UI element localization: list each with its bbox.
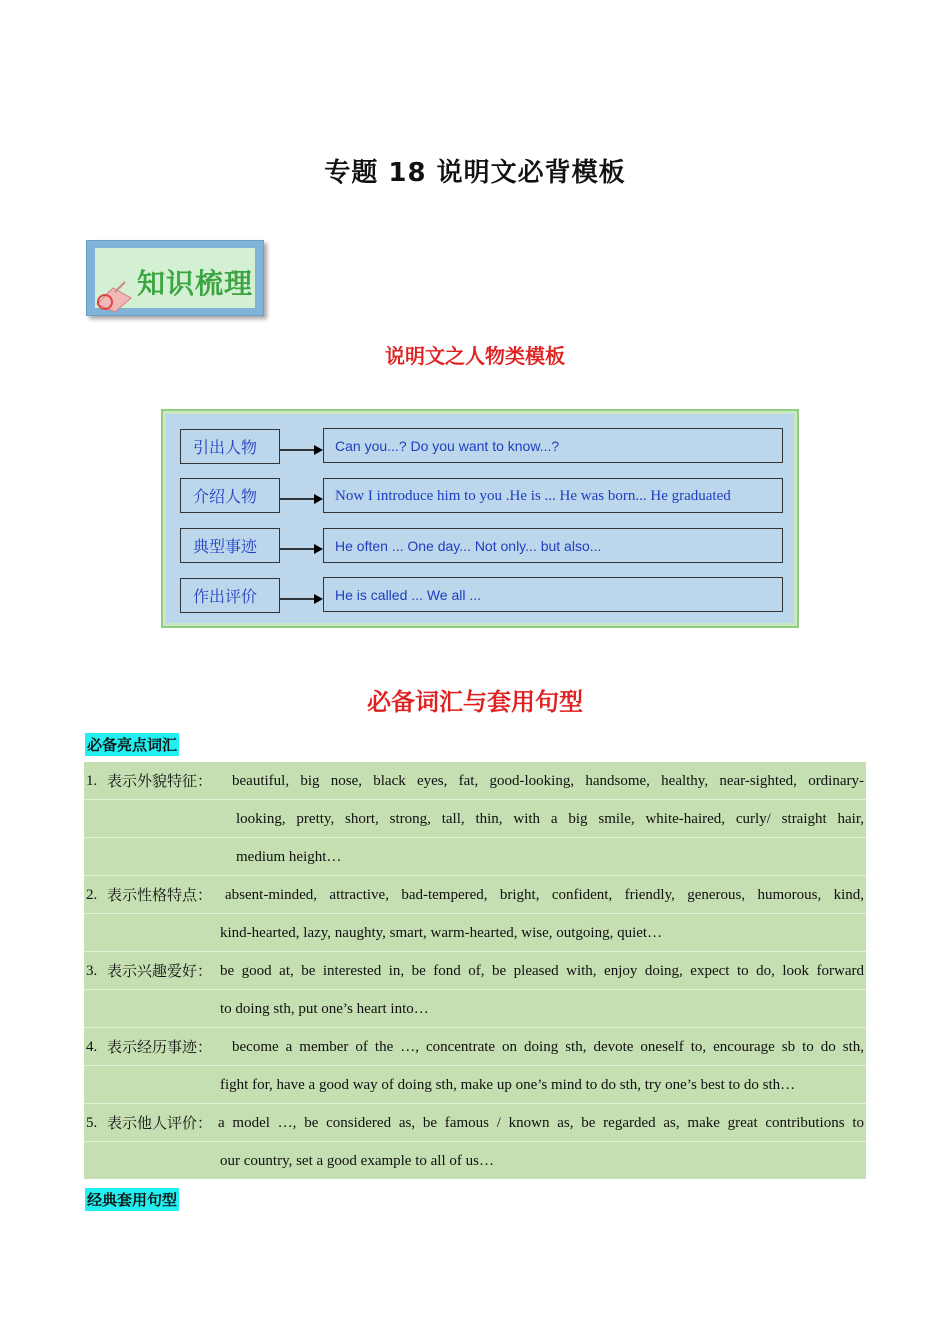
vocab-line: our country, set a good example to all of us… — [220, 1153, 494, 1169]
vocab-number: 3. — [86, 963, 98, 979]
vocab-heading: 必备亮点词汇 — [85, 733, 179, 756]
vocab-line: to doing sth, put one’s heart into… — [220, 1001, 429, 1017]
vocab-line: a model …, be considered as, be famous / known as, be regarded as, make great contributions to — [218, 1115, 864, 1131]
diagram-label: 典型事迹 — [180, 528, 280, 563]
diagram-content: He is called ... We all ... — [323, 577, 783, 612]
arrow-icon — [280, 593, 324, 605]
page-title: 专题 18 说明文必背模板 — [324, 158, 626, 188]
section-heading-vocab: 必备词汇与套用句型 — [367, 688, 583, 716]
arrow-icon — [280, 444, 324, 456]
sentences-heading: 经典套用句型 — [85, 1188, 179, 1211]
vocab-number: 2. — [86, 887, 98, 903]
diagram-label: 作出评价 — [180, 578, 280, 613]
vocab-line: beautiful, big nose, black eyes, fat, good-looking, handsome, healthy, near-sighted, ordinary- — [232, 773, 864, 789]
diagram-content: Can you...? Do you want to know...? — [323, 428, 783, 463]
arrow-icon — [280, 543, 324, 555]
vocab-line: fight for, have a good way of doing sth, make up one’s mind to do sth, try one’s best to do sth… — [220, 1077, 796, 1093]
vocab-category: 表示性格特点： — [107, 886, 213, 904]
diagram-label: 引出人物 — [180, 429, 280, 464]
knowledge-badge — [86, 240, 264, 316]
pen-decoration-icon — [93, 278, 137, 314]
badge-label: 知识梳理 — [137, 267, 254, 300]
diagram-label: 介绍人物 — [180, 478, 280, 513]
vocab-number: 1. — [86, 773, 98, 789]
diagram-content: Now I introduce him to you .He is ... He was born... He graduated — [323, 478, 783, 513]
vocab-line: medium height… — [236, 849, 342, 865]
vocab-category: 表示外貌特征： — [107, 772, 213, 790]
vocab-line: kind-hearted, lazy, naughty, smart, warm-hearted, wise, outgoing, quiet… — [220, 925, 663, 941]
vocab-line: be good at, be interested in, be fond of, be pleased with, enjoy doing, expect to do, look forward — [220, 963, 864, 979]
vocab-line: looking, pretty, short, strong, tall, thin, with a big smile, white-haired, curly/ straight hair, — [236, 811, 864, 827]
vocab-list — [84, 762, 866, 1179]
vocab-number: 4. — [86, 1039, 98, 1055]
vocab-category: 表示经历事迹： — [107, 1038, 213, 1056]
diagram-content: He often ... One day... Not only... but also... — [323, 528, 783, 563]
vocab-category: 表示兴趣爱好： — [107, 962, 213, 980]
vocab-line: become a member of the …, concentrate on doing sth, devote oneself to, encourage sb to do sth, — [232, 1039, 864, 1055]
template-diagram — [161, 409, 799, 628]
vocab-category: 表示他人评价： — [107, 1114, 213, 1132]
arrow-icon — [280, 493, 324, 505]
vocab-number: 5. — [86, 1115, 98, 1131]
vocab-line: absent-minded, attractive, bad-tempered, bright, confident, friendly, generous, humorous, kind, — [225, 887, 864, 903]
section-heading-template: 说明文之人物类模板 — [385, 344, 565, 368]
